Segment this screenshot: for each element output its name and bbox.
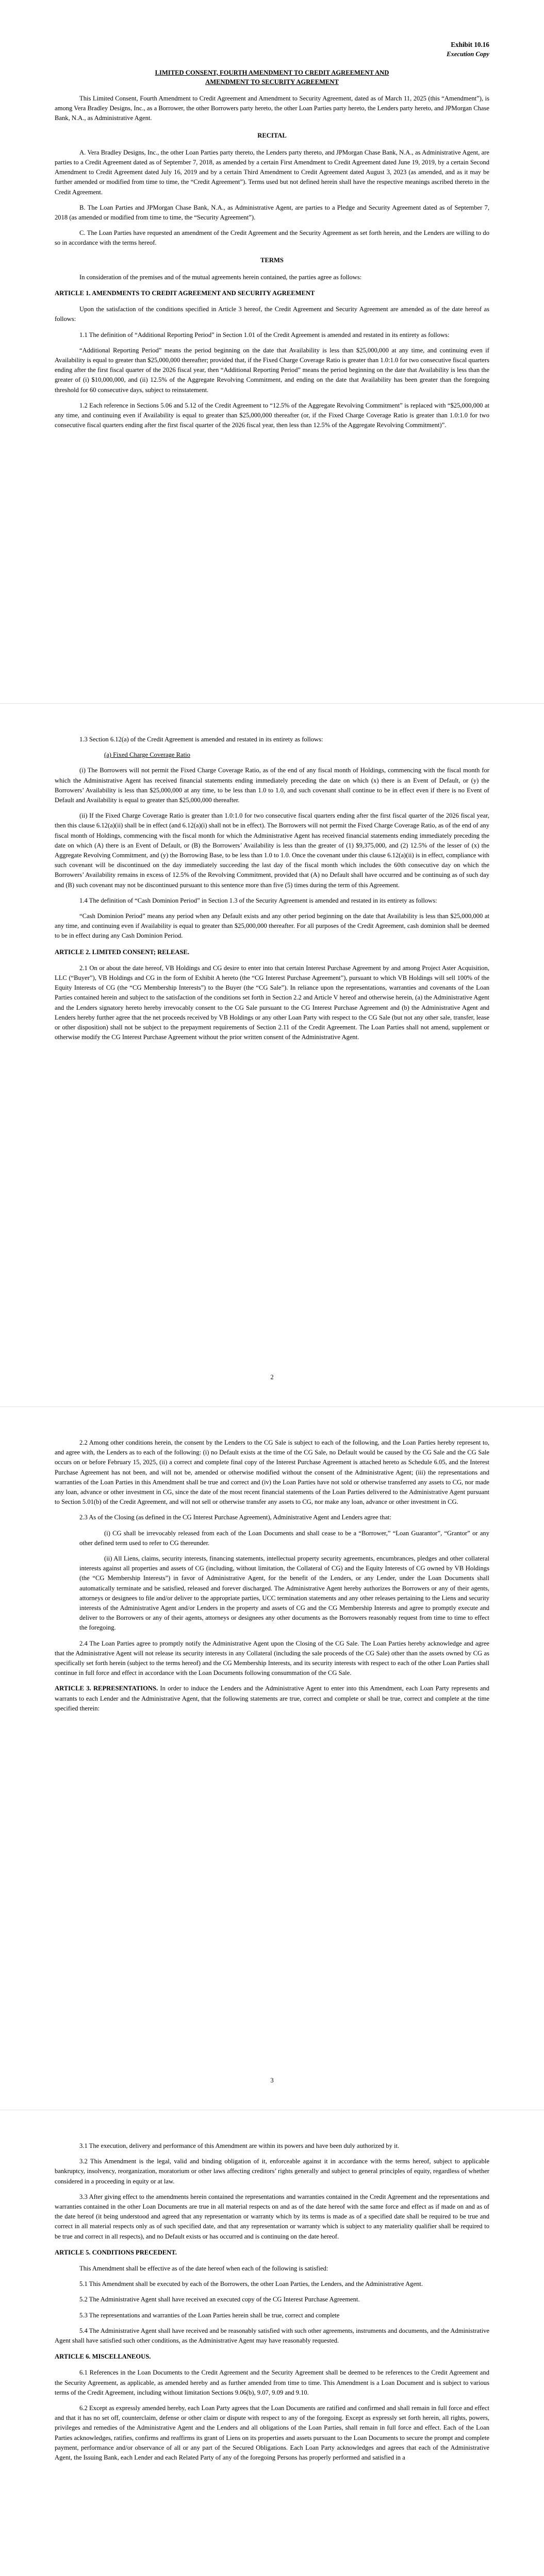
- section-2-2: 2.2 Among other conditions herein, the consent by the Lenders to the CG Sale is subject to each of the following, and the Loan Parties hereby represent to, and agree with, the Lenders as to each of the following: (i) no Default exists at the time of the CG Sale, no Default would be caused by the CG Sale and the CG Sale occurs on or before February 15, 2025, (ii) a correct and complete final copy of the Interest Purchase Agreement is attached hereto as Schedule 6.05, and the Interest Purchase Agreement has not been, and will not be, amended or otherwise modified without the consent of the Administrative Agent; (iii) the representations and warranties of the Loan Parties in this Amendment shall be true and correct and (iv) the Loan Parties have not sold or otherwise transferred any assets to CG, nor made any loan, advance or other investment in CG, since the date of the most recent financial statements of the Loan Parties delivered to the Administrative Agent pursuant to Section 5.01(b) of the Credit Agreement, and will not sell or otherwise transfer any assets to CG, nor make any loan, advance or other investment in CG.: [55, 1439, 489, 1506]
- article-5-heading: ARTICLE 5. CONDITIONS PRECEDENT.: [55, 2248, 177, 2256]
- page-2: [0, 704, 544, 1406]
- section-1-2: 1.2 Each reference in Sections 5.06 and 5.12 of the Credit Agreement to “12.5% of the Aggregate Revolving Commitment” is replaced with “$25,000,000 at any time, and continuing even if Availability is equal to greater than $25,000,000 thereafter (or, if the Fixed Charge Coverage Ratio is greater than 1.0:1.0 for two consecutive fiscal quarters ending after the first fiscal quarter of the 2026 fiscal year, then less than 12.5% of the Aggregate Revolving Commitment)”.: [55, 401, 489, 429]
- article-3-text: In order to induce the Lenders and the Administrative Agent to enter into this Amendment, each Loan Party represents and warrants to each Lender and the Administrative Agent, that the following statements are true, correct and complete or shall be true, correct and complete at the time specified therein:: [55, 1685, 490, 1712]
- page-1: [0, 0, 544, 703]
- section-5-3: 5.3 The representations and warranties of the Loan Parties herein shall be true, correct and complete: [79, 2311, 340, 2319]
- document-title: [55, 68, 489, 87]
- document-title-line-1: LIMITED CONSENT, FOURTH AMENDMENT TO CREDIT AGREEMENT AND: [155, 69, 389, 76]
- section-2-3: 2.3 As of the Closing (as defined in the CG Interest Purchase Agreement), Administrative Agent and Lenders agree that:: [79, 1514, 392, 1521]
- section-1-3-i: (i) The Borrowers will not permit the Fixed Charge Coverage Ratio, as of the end of any fiscal month of Holdings, commencing with the fiscal month for which the Administrative Agent has received financial statements ending immediately preceding the date on which (x) there is an Event of Default, or (y) the Borrowers’ Availability is less than $25,000,000 at any time, to be less than 1.0 to 1.0, and such covenant shall continue to be in effect even if there is no Event of Default and Availability is equal to greater than $25,000,000 thereafter.: [55, 767, 489, 804]
- section-5-2: 5.2 The Administrative Agent shall have received an executed copy of the CG Interest Purchase Agreement.: [79, 2296, 360, 2303]
- section-2-4: 2.4 The Loan Parties agree to promptly notify the Administrative Agent upon the Closing of the CG Sale. The Loan Parties hereby acknowledge and agree that the Administrative Agent will not release its security interests in any Collateral (including the sale proceeds of the CG Sale) other than the assets owned by CG as specifically set forth herein (subject to the terms hereof) and the CG Membership Interests, and its security interests with respect to each of the other Loan Parties shall continue in full force and effect in accordance with the Loan Documents following consummation of the CG Sale.: [55, 1639, 489, 1677]
- execution-copy-label: Execution Copy: [447, 50, 489, 58]
- exhibit-label: Exhibit 10.16: [451, 41, 489, 48]
- section-1-3-ii: (ii) If the Fixed Charge Coverage Ratio is greater than 1.0:1.0 for two consecutive fiscal quarters ending after the first fiscal quarter of the 2026 fiscal year, then this clause 6.12(a)(ii) shall be in effect (and 6.12(a)(i) shall not be in effect). The Borrowers will not permit the Fixed Charge Coverage Ratio, as of the end of any fiscal month of Holdings, commencing with the fiscal month for which the Administrative Agent has received financial statements ending immediately preceding the date on which (A) there is an Event of Default, or (B) the Borrowers’ Availability is less than the greater of (1) $9,375,000, and (2) 12.5% of the lesser of (x) the Aggregate Revolving Commitment, and (y) the Borrowing Base, to be less than 1.0 to 1.0. Once the covenant under this clause 6.12(a)(ii) is in effect, compliance with such covenant will be discontinued on the day immediately succeeding the last day of the fiscal month which includes the 60th consecutive day on which the Borrowers’ Availability remains in excess of 12.5% of the Revolving Commitment, provided that (A) no Default shall have occurred and be continuing as of such day and (B) such covenant may not be discontinued pursuant to this sentence more than five (5) times during the term of this Agreement.: [55, 812, 489, 889]
- recital-c: C. The Loan Parties have requested an amendment of the Credit Agreement and the Security Agreement as set forth herein, and the Lenders are willing to do so in accordance with the terms hereof.: [55, 229, 489, 247]
- article-3-heading: ARTICLE 3. REPRESENTATIONS.: [55, 1685, 158, 1692]
- section-1-4: 1.4 The definition of “Cash Dominion Period” in Section 1.3 of the Security Agreement is amended and restated in its entirety as follows:: [79, 896, 437, 904]
- section-3-1: 3.1 The execution, delivery and performance of this Amendment are within its powers and have been duly authorized by it.: [79, 2142, 400, 2149]
- document-title-line-2: AMENDMENT TO SECURITY AGREEMENT: [205, 78, 339, 86]
- section-6-2: 6.2 Except as expressly amended hereby, each Loan Party agrees that the Loan Documents are ratified and confirmed and shall remain in full force and effect and that it has no set off, counterclaim, defense or other claim or dispute with respect to any of the foregoing. Except as expressly set forth herein, all rights, powers, privileges and remedies of the Administrative Agent and the Lenders and all obligations of the Loan Parties, shall remain in full force and effect. Each of the Loan Parties acknowledges, ratifies, confirms and reaffirms its grant of Liens on its properties and assets pursuant to the Loan Documents to secure the prompt and complete payment, performance and/or observance of all or any part of the Secured Obligations. Each Loan Party acknowledges and agrees that each of the Administrative Agent, the Issuing Bank, each Lender and each Related Party of any of the foregoing Persons has properly performed and satisfied in a: [55, 2404, 489, 2462]
- section-1-1: 1.1 The definition of “Additional Reporting Period” in Section 1.01 of the Credit Agreement is amended and restated in its entirety as follows:: [79, 331, 450, 338]
- article-6-heading: ARTICLE 6. MISCELLANEOUS.: [55, 2353, 151, 2361]
- article-3: [55, 1684, 489, 1714]
- terms-intro: In consideration of the premises and of the mutual agreements herein contained, the parties agree as follows:: [79, 273, 362, 281]
- article-5-intro: This Amendment shall be effective as of the date hereof when each of the following is satisfied:: [79, 2265, 328, 2273]
- section-6-1: 6.1 References in the Loan Documents to the Credit Agreement and the Security Agreement shall be deemed to be references to the Credit Agreement and the Security Agreement, as applicable, as amended hereby and as further amended from time to time. This Amendment is a Loan Document and is subject to various terms of the Credit Agreement, including without limitation Sections 9.06(b), 9.07, 9.09 and 9.10.: [55, 2369, 489, 2396]
- section-1-1-definition: “Additional Reporting Period” means the period beginning on the date that Availability is less than $25,000,000 at any time, and continuing even if Availability is equal to greater than $25,000,000 thereafter; provided that, if the Fixed Charge Coverage Ratio is greater than 1.0:1.0 for two consecutive fiscal quarters ending after the first fiscal quarter of the 2026 fiscal year, then “Additional Reporting Period” means the period beginning on the date that Availability is less than the greater of (i) $10,000,000, and (ii) 12.5% of the Aggregate Revolving Commitment, and ending on the date that Availability has been greater than the foregoing threshold for 60 consecutive days, subject to reinstatement.: [55, 346, 489, 394]
- article-1-intro: Upon the satisfaction of the conditions specified in Article 3 hereof, the Credit Agreement and Security Agreement are amended as of the date hereof as follows:: [55, 306, 489, 323]
- section-3-3: 3.3 After giving effect to the amendments herein contained the representations and warranties contained in the Credit Agreement and the representations and warranties contained in the other Loan Documents are true in all material respects on and as of the date hereof with the same force and effect as if made on and as of the date hereof (it being understood and agreed that any representation or warranty which by its terms is made as of a specified date shall be required to be true and correct in all material respects only as of such specified date, and that any representation or warranty which is subject to any materiality qualifier shall be required to be true and correct in all respects), and no Default exists or has occurred and is continuing on the date hereof.: [55, 2193, 489, 2240]
- page-3-content: [55, 1438, 489, 1719]
- page-4-content: [55, 2141, 489, 2468]
- page-number-3: 3: [270, 2077, 274, 2084]
- page-2-content: [55, 735, 489, 1048]
- section-1-3-a: (a) Fixed Charge Coverage Ratio: [104, 751, 190, 759]
- page-1-content: [55, 40, 489, 436]
- page-number-2: 2: [270, 1374, 274, 1381]
- section-2-3-ii: (ii) All Liens, claims, security interests, financing statements, intellectual property security agreements, encumbrances, pledges and other collateral interests against all properties and assets of CG (including, without limitation, the Collateral of CG) and the Equity Interests of CG owned by VB Holdings (the “CG Membership Interests”) in favor of Administrative Agent, for the benefit of the Lenders, or any Lender, under the Loan Documents shall automatically terminate and be satisfied, released and forever discharged. The Administrative Agent hereby authorizes the Borrowers or any of their agents, attorneys or designees to file and/or deliver to the appropriate parties, UCC termination statements and any other releases pertaining to the Liens and security interests of the Administrative Agent and/or Lenders in the property and assets of CG and the CG Membership Interests and agree to promptly execute and deliver to the Borrowers or any of their agents, attorneys or designees any other documents as the Borrowers reasonably request from time to time to effect the foregoing.: [79, 1555, 489, 1632]
- section-1-3: 1.3 Section 6.12(a) of the Credit Agreement is amended and restated in its entirety as follows:: [79, 736, 323, 743]
- article-2-heading: ARTICLE 2. LIMITED CONSENT; RELEASE.: [55, 948, 190, 956]
- intro-paragraph: This Limited Consent, Fourth Amendment to Credit Agreement and Amendment to Security Agreement, dated as of March 11, 2025 (this “Amendment”), is among Vera Bradley Designs, Inc., as a Borrower, the other Borrowers party hereto, the other Loan Parties party hereto, the Lenders party hereto, and JPMorgan Chase Bank, N.A., as Administrative Agent.: [55, 95, 489, 122]
- recital-heading: RECITAL: [257, 131, 287, 139]
- recital-b: B. The Loan Parties and JPMorgan Chase Bank, N.A., as Administrative Agent, are parties to a Pledge and Security Agreement dated as of September 7, 2018 (as amended or modified from time to time, the “Security Agreement”).: [55, 204, 489, 222]
- recital-a: A. Vera Bradley Designs, Inc., the other Loan Parties party thereto, the Lenders party thereto, and JPMorgan Chase Bank, N.A., as Administrative Agent, are parties to a Credit Agreement dated as of September 7, 2018, as amended by a certain First Amendment to Credit Agreement dated June 19, 2019, by a certain Second Amendment to Credit Agreement dated July 16, 2019 and by a certain Third Amendment to Credit Agreement dated August 3, 2023 (as amended, and as it may be further amended or modified from time to time, the “Credit Agreement”). Terms used but not defined herein shall have the respective meanings ascribed thereto in the Credit Agreement.: [55, 148, 489, 196]
- section-5-1: 5.1 This Amendment shall be executed by each of the Borrowers, the other Loan Parties, the Lenders, and the Administrative Agent.: [79, 2280, 423, 2288]
- terms-heading: TERMS: [260, 256, 284, 264]
- section-2-3-i: (i) CG shall be irrevocably released from each of the Loan Documents and shall cease to be a “Borrower,” “Loan Guarantor”, “Grantor” or any other defined term used to refer to CG thereunder.: [79, 1529, 489, 1547]
- section-2-1: 2.1 On or about the date hereof, VB Holdings and CG desire to enter into that certain Interest Purchase Agreement by and among Project Aster Acquisition, LLC (“Buyer”), VB Holdings and CG in the form of Exhibit A hereto (the “CG Interest Purchase Agreement”), pursuant to which VB Holdings will sell 100% of the Equity Interests of CG (the “CG Membership Interests”) to the Buyer (the “CG Sale”). In reliance upon the representations, warranties and covenants of the Loan Parties contained herein and subject to the satisfaction of the conditions set forth in Section 2.2 and Article V hereof and otherwise herein, (a) the Administrative Agent and the Lenders signatory hereto hereby irrevocably consent to the CG Sale pursuant to the CG Interest Purchase Agreement and (b) the Administrative Agent and Lenders hereby further agree that the net proceeds received by VB Holdings or any other Loan Party with respect to the CG Sale (but not any other sale, transfer, lease or other disposition) shall not be subject to the prepayment requirements of Section 2.11 of the Credit Agreement. The Loan Parties shall not amend, supplement or otherwise modify the CG Interest Purchase Agreement without the prior written consent of the Administrative Agent.: [55, 964, 489, 1041]
- page-3: [0, 1407, 544, 2110]
- article-1-heading: ARTICLE 1. AMENDMENTS TO CREDIT AGREEMENT AND SECURITY AGREEMENT: [55, 290, 315, 297]
- section-5-4: 5.4 The Administrative Agent shall have received and be reasonably satisfied with such other agreements, instruments and documents, and the Administrative Agent shall have satisfied such other conditions, as the Administrative Agent may have reasonably requested.: [55, 2327, 489, 2345]
- section-3-2: 3.2 This Amendment is the legal, valid and binding obligation of it, enforceable against it in accordance with the terms hereof, subject to applicable bankruptcy, insolvency, reorganization, moratorium or other laws affecting creditors’ rights generally and subject to general principles of equity, regardless of whether considered in a proceeding in equity or at law.: [55, 2158, 489, 2185]
- page-4: [0, 2110, 544, 2576]
- section-1-4-definition: “Cash Dominion Period” means any period when any Default exists and any other period beginning on the date that Availability is less than $25,000,000 at any time, and continuing even if Availability is equal to greater than $25,000,000 thereafter. For all purposes of the Credit Agreement, cash dominion shall be deemed to be in effect during any Cash Dominion Period.: [55, 912, 489, 940]
